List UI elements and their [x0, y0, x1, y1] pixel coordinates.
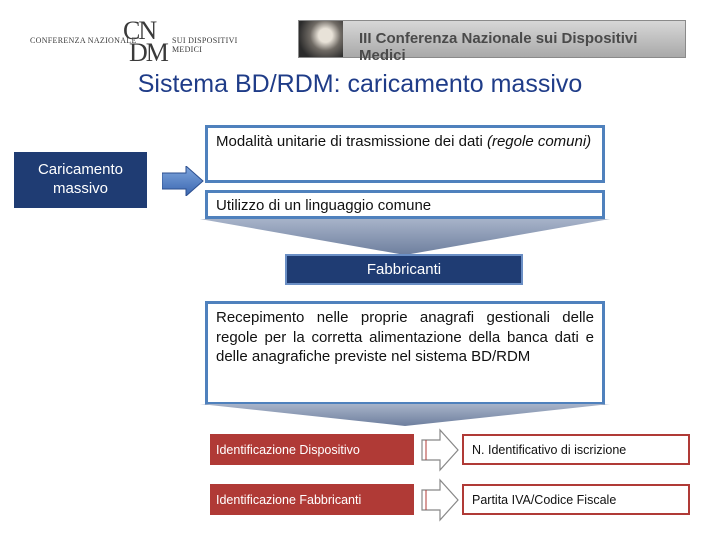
right-arrow-outline-icon-2 [420, 478, 460, 522]
rules-italic-text: (regole comuni) [486, 133, 592, 150]
right-arrow-icon [162, 166, 204, 196]
logo-left-text: CONFERENZA NAZIONALE [30, 36, 137, 45]
portrait-image [299, 21, 343, 57]
rules-text: Modalità unitarie di trasmissione dei dati [216, 133, 487, 150]
fabbricanti-box [285, 254, 523, 285]
conference-logo [30, 16, 270, 67]
down-chevron-icon-2 [200, 404, 610, 426]
slide-title: Sistema BD/RDM: caricamento massivo [137, 70, 583, 98]
row2-left-label: Identificazione Fabbricanti [216, 492, 362, 507]
recepimento-box [205, 301, 605, 405]
caricamento-label: Caricamento massivo [37, 161, 124, 197]
fabbricanti-label: Fabbricanti [366, 261, 442, 278]
identificazione-fabbricanti-box [210, 484, 414, 515]
row1-left-label: Identificazione Dispositivo [216, 442, 360, 457]
identificativo-box [462, 434, 690, 465]
row1-right-label: N. Identificativo di iscrizione [472, 442, 627, 457]
language-box [205, 190, 605, 219]
right-arrow-outline-icon [420, 428, 460, 472]
partita-iva-box [462, 484, 690, 515]
rules-box [205, 125, 605, 183]
logo-dm: DM [129, 38, 167, 67]
identificazione-dispositivo-box [210, 434, 414, 465]
language-text: Utilizzo di un linguaggio comune [216, 197, 432, 214]
down-chevron-icon [200, 219, 610, 255]
logo-cn: CN [123, 16, 156, 45]
conference-banner [298, 20, 686, 64]
row2-right-label: Partita IVA/Codice Fiscale [472, 492, 617, 507]
logo-right-text: SUI DISPOSITIVI MEDICI [172, 36, 238, 54]
banner-text: III Conferenza Nazionale sui Dispositivi Medici [359, 30, 638, 64]
caricamento-box [14, 152, 147, 208]
recepimento-text: Recepimento nelle proprie anagrafi gestionali delle regole per la corretta alimentazione della banca dati e delle anagrafiche previste nel sistema BD/RDM [216, 309, 594, 365]
